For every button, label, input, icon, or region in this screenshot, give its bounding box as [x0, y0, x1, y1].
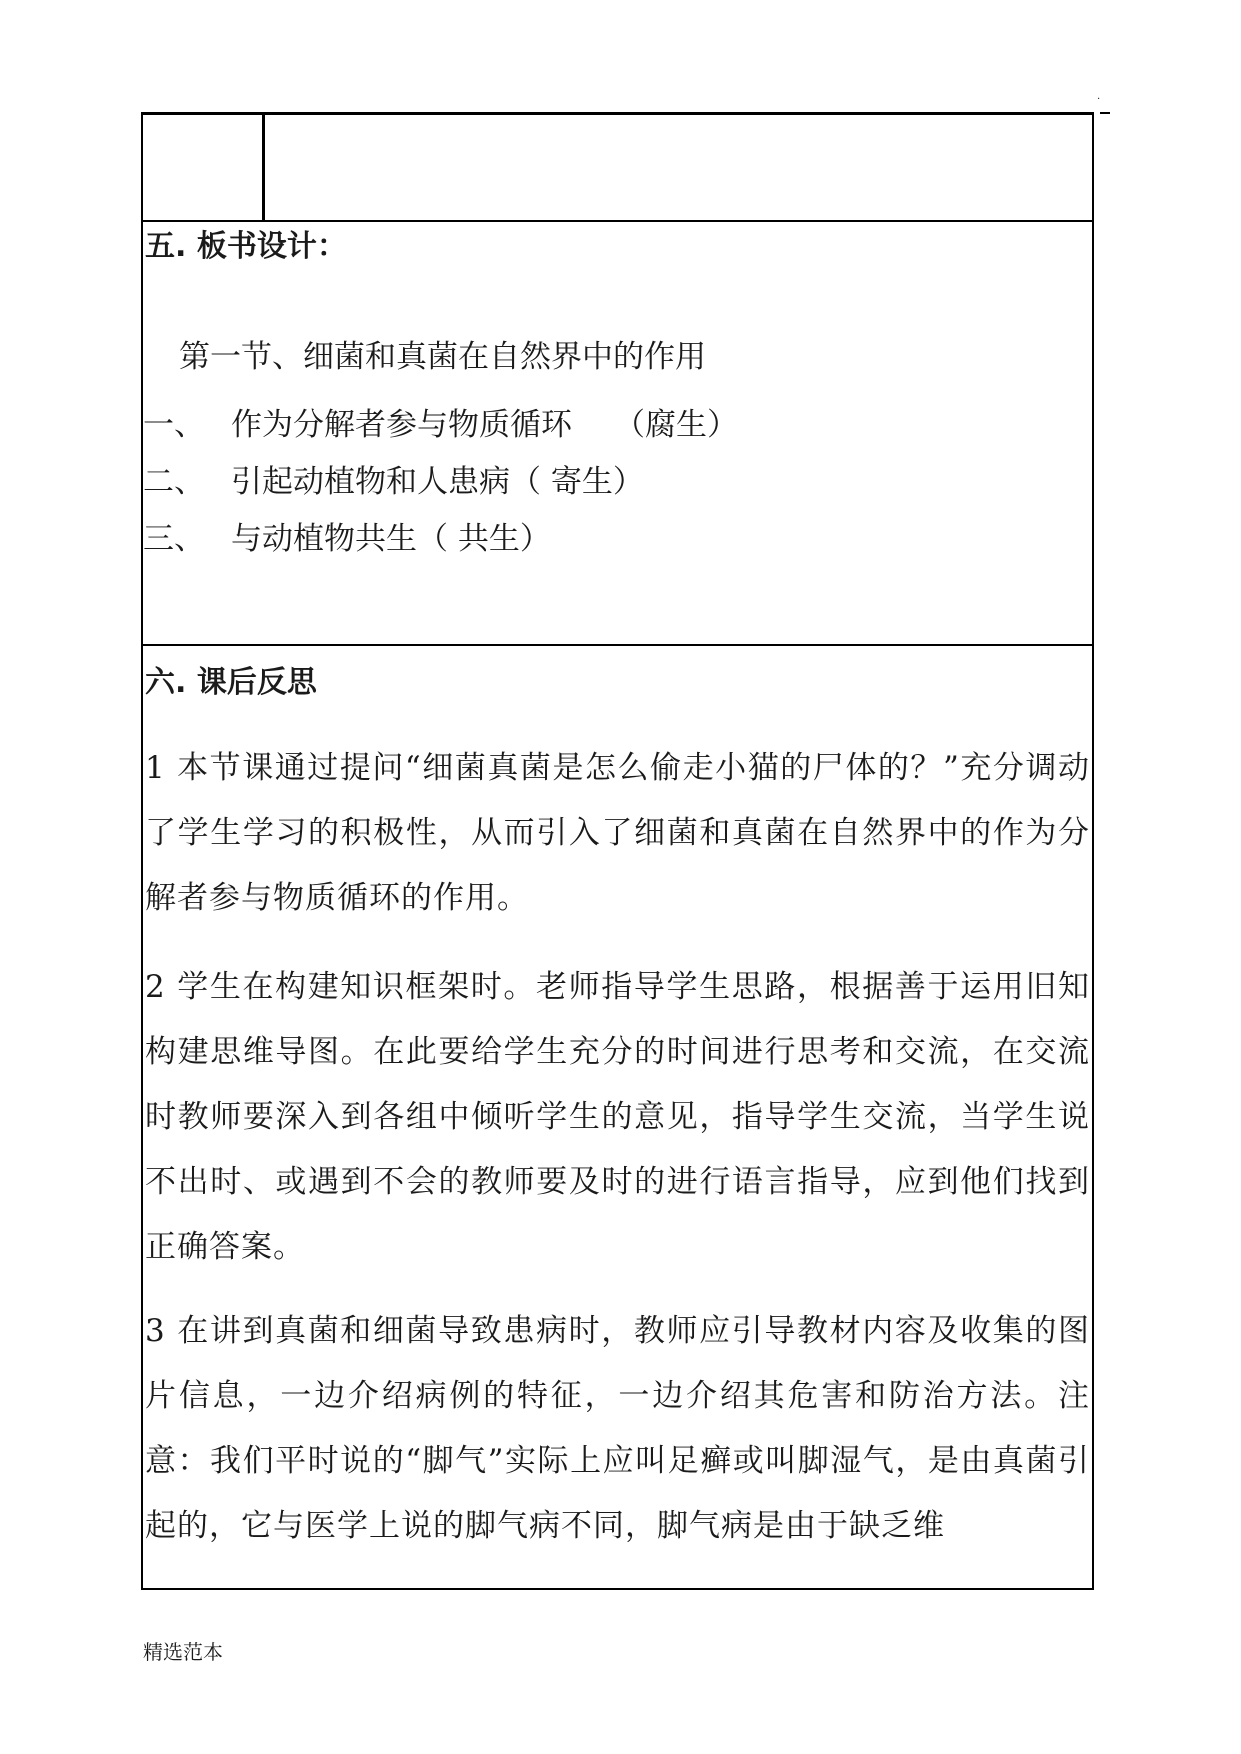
column-divider: [262, 115, 265, 220]
board-design-heading: 五. 板书设计：: [145, 229, 347, 264]
board-item-note: （ 共生）: [417, 521, 551, 557]
board-item-note: （ 寄生）: [510, 464, 644, 500]
board-title: 第一节、细菌和真菌在自然界中的作用: [179, 339, 706, 375]
reflection-paragraph: 2 学生在构建知识框架时。老师指导学生思路，根据善于运用旧知构建思维导图。在此要给学生充分的时间进行思考和交流，在交流时教师要深入到各组中倾听学生的意见，指导学生交流，当学生说不出时、或遇到不会的教师要及时的进行语言指导，应到他们找到正确答案。: [145, 969, 1090, 1265]
reflection-heading: 六. 课后反思: [145, 665, 317, 700]
board-design-section: [143, 222, 1092, 646]
board-item-text: 引起动植物和人患病: [231, 464, 510, 500]
board-item-number: 一、: [143, 407, 205, 443]
board-item-number: 二、: [143, 464, 205, 500]
top-table-row: [143, 115, 1092, 222]
board-item: [143, 405, 738, 445]
reflection-paragraph: 1 本节课通过提问“细菌真菌是怎么偷走小猫的尸体的？”充分调动了学生学习的积极性，从而引入了细菌和真菌在自然界中的作为分解者参与物质循环的作用。: [145, 750, 1090, 916]
reflection-paragraph: 3 在讲到真菌和细菌导致患病时，教师应引导教材内容及收集的图片信息，一边介绍病例的特征，一边介绍其危害和防治方法。注意：我们平时说的“脚气”实际上应叫足癣或叫脚湿气，是由真菌引起的，它与医学上说的脚气病不同，脚气病是由于缺乏维: [145, 1313, 1090, 1544]
board-item: [143, 462, 644, 502]
top-rule-stub: [1100, 112, 1110, 114]
board-item-note: （腐生）: [614, 407, 738, 443]
lesson-plan-table: [141, 112, 1094, 1590]
board-item-text: 与动植物共生: [231, 521, 417, 557]
corner-mark: .: [1097, 91, 1101, 102]
board-item-text: 作为分解者参与物质循环: [231, 407, 572, 443]
board-item-number: 三、: [143, 521, 205, 557]
board-item: [143, 519, 551, 559]
page-footer: 精选范本: [143, 1640, 223, 1664]
